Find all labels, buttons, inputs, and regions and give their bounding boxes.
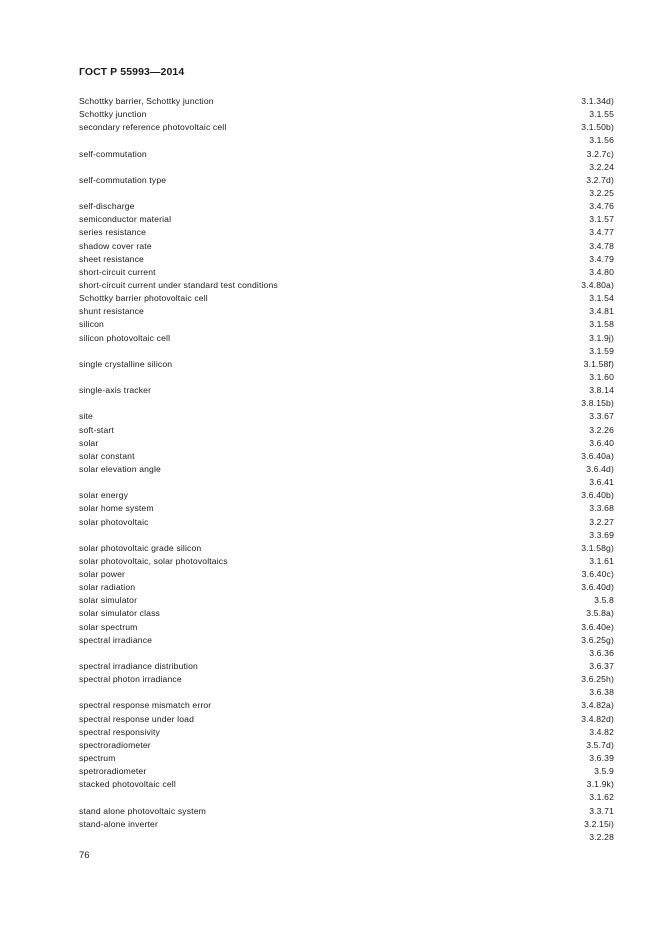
index-reference: 3.6.40e) — [581, 621, 614, 632]
index-reference: 3.6.40b) — [581, 490, 614, 501]
index-entry — [79, 187, 614, 200]
index-entry — [79, 450, 614, 463]
index-term: single-axis tracker — [79, 385, 152, 396]
index-entry — [79, 502, 614, 515]
index-reference: 3.3.69 — [589, 529, 614, 540]
index-reference: 3.2.7c) — [586, 148, 614, 159]
index-entry — [79, 699, 614, 712]
index-reference: 3.6.25g) — [581, 634, 614, 645]
index-reference: 3.5.8a) — [586, 608, 614, 619]
index-entry — [79, 752, 614, 765]
index-entry — [79, 95, 614, 108]
index-term: spectrum — [79, 753, 116, 764]
index-reference: 3.1.60 — [589, 371, 614, 382]
index-entry — [79, 292, 614, 305]
index-reference: 3.4.78 — [589, 240, 614, 251]
index-term: series resistance — [79, 227, 147, 238]
index-term: solar photovoltaic, solar photovoltaics — [79, 555, 228, 566]
index-reference: 3.2.25 — [589, 187, 614, 198]
index-term: Schottky junction — [79, 109, 147, 120]
index-term: spectral irradiance — [79, 634, 153, 645]
index-reference: 3.1.61 — [589, 555, 614, 566]
index-entry — [79, 108, 614, 121]
index-reference: 3.4.79 — [589, 253, 614, 264]
index-reference: 3.2.7d) — [586, 174, 614, 185]
index-entry — [79, 686, 614, 699]
index-reference: 3.1.57 — [589, 214, 614, 225]
index-reference: 3.1.9k) — [586, 779, 614, 790]
index-term: solar power — [79, 569, 126, 580]
index-reference: 3.8.15b) — [581, 398, 614, 409]
index-entry — [79, 358, 614, 371]
index-entry — [79, 240, 614, 253]
index-entry — [79, 397, 614, 410]
index-entry — [79, 332, 614, 345]
index-term: solar energy — [79, 490, 129, 501]
index-term: Schottky barrier, Schottky junction — [79, 96, 214, 106]
index-entry — [79, 805, 614, 818]
index-entry — [79, 581, 614, 594]
index-entry — [79, 371, 614, 384]
index-term: short-circuit current — [79, 266, 156, 277]
index-entry — [79, 791, 614, 804]
index-reference: 3.1.58f) — [583, 358, 614, 369]
index-entry — [79, 148, 614, 161]
index-entry — [79, 266, 614, 279]
index-reference: 3.4.80a) — [581, 279, 614, 290]
index-reference: 3.3.68 — [589, 503, 614, 514]
index-term: stand alone photovoltaic system — [79, 805, 206, 816]
index-reference: 3.6.37 — [589, 661, 614, 672]
index-entry — [79, 424, 614, 437]
index-reference: 3.6.4d) — [586, 463, 614, 474]
index-reference: 3.4.80 — [589, 266, 614, 277]
index-entry — [79, 489, 614, 502]
index-entry — [79, 318, 614, 331]
index-entry — [79, 174, 614, 187]
index-entry — [79, 476, 614, 489]
index-entry — [79, 607, 614, 620]
index-reference: 3.6.40d) — [581, 582, 614, 593]
index-reference: 3.2.27 — [589, 516, 614, 527]
index-term: spectral response under load — [79, 713, 195, 724]
index-reference: 3.6.40a) — [581, 450, 614, 461]
index-reference: 3.4.77 — [589, 227, 614, 238]
index-reference: 3.1.54 — [589, 293, 614, 304]
index-term: spectral photon irradiance — [79, 674, 182, 685]
index-entry — [79, 437, 614, 450]
index-term: shadow cover rate — [79, 240, 152, 251]
index-reference: 3.3.71 — [589, 805, 614, 816]
index-reference: 3.1.50b) — [581, 122, 614, 133]
index-reference: 3.6.38 — [589, 687, 614, 698]
index-entry — [79, 555, 614, 568]
index-reference: 3.5.8 — [594, 595, 614, 606]
index-reference: 3.4.76 — [589, 201, 614, 212]
index-term: self-discharge — [79, 201, 135, 212]
index-term: solar home system — [79, 503, 154, 514]
index-entry — [79, 673, 614, 686]
index-reference: 3.1.59 — [589, 345, 614, 356]
index-term: stand-alone inverter — [79, 818, 158, 829]
index-reference: 3.6.40 — [589, 437, 614, 448]
index-term: solar — [79, 437, 99, 448]
index-reference: 3.1.58g) — [581, 542, 614, 553]
index-reference: 3.2.26 — [589, 424, 614, 435]
index-entry — [79, 279, 614, 292]
index-entry — [79, 529, 614, 542]
index-term: spectral irradiance distribution — [79, 661, 198, 672]
index-reference: 3.2.28 — [589, 831, 614, 842]
index-term: short-circuit current under standard test conditions — [79, 279, 278, 290]
index-entry — [79, 161, 614, 174]
index-term: soft-start — [79, 424, 114, 435]
page-number: 76 — [79, 850, 90, 861]
index-entry — [79, 253, 614, 266]
index-entry — [79, 765, 614, 778]
index-entry — [79, 660, 614, 673]
index-reference: 3.2.24 — [589, 161, 614, 172]
index-entry — [79, 213, 614, 226]
index-reference: 3.1.62 — [589, 792, 614, 803]
standard-header: ГОСТ Р 55993—2014 — [79, 66, 185, 78]
index-entry — [79, 634, 614, 647]
index-entry — [79, 121, 614, 134]
index-reference: 3.2.15i) — [584, 818, 614, 829]
index-reference: 3.5.9 — [594, 766, 614, 777]
index-entry — [79, 384, 614, 397]
index-term: single crystalline silicon — [79, 358, 173, 369]
index-reference: 3.6.39 — [589, 753, 614, 764]
index-term: semiconductor material — [79, 214, 172, 225]
index-term: solar elevation angle — [79, 463, 161, 474]
index-term: spectroradiometer — [79, 739, 151, 750]
index-entry — [79, 594, 614, 607]
index-reference: 3.1.56 — [589, 135, 614, 146]
index-entry — [79, 542, 614, 555]
index-term: solar simulator class — [79, 608, 160, 619]
index-reference: 3.1.55 — [589, 109, 614, 120]
index-term: silicon — [79, 319, 104, 330]
index-entry — [79, 818, 614, 831]
index-entry — [79, 516, 614, 529]
index-reference: 3.1.34d) — [581, 96, 614, 106]
index-entry — [79, 713, 614, 726]
index-reference: 3.3.67 — [589, 411, 614, 422]
index-entry — [79, 410, 614, 423]
index-entry — [79, 345, 614, 358]
index-reference: 3.4.82d) — [581, 713, 614, 724]
index-term: solar constant — [79, 450, 135, 461]
index-entry — [79, 134, 614, 147]
index-entry — [79, 778, 614, 791]
index-reference: 3.4.82 — [589, 726, 614, 737]
index-entry — [79, 463, 614, 476]
index-term: self-commutation type — [79, 174, 167, 185]
index-entry — [79, 726, 614, 739]
term-index-list — [79, 95, 614, 844]
index-reference: 3.4.82a) — [581, 700, 614, 711]
index-term: secondary reference photovoltaic cell — [79, 122, 227, 133]
index-entry — [79, 226, 614, 239]
index-reference: 3.6.25h) — [581, 674, 614, 685]
index-entry — [79, 621, 614, 634]
index-entry — [79, 831, 614, 844]
index-term: self-commutation — [79, 148, 147, 159]
index-term: solar simulator — [79, 595, 138, 606]
index-reference: 3.1.58 — [589, 319, 614, 330]
index-entry — [79, 200, 614, 213]
index-entry — [79, 739, 614, 752]
index-reference: 3.4.81 — [589, 306, 614, 317]
index-term: stacked photovoltaic cell — [79, 779, 176, 790]
index-term: solar radiation — [79, 582, 136, 593]
index-reference: 3.6.36 — [589, 647, 614, 658]
index-reference: 3.5.7d) — [586, 739, 614, 750]
index-term: site — [79, 411, 93, 422]
index-term: solar photovoltaic grade silicon — [79, 542, 202, 553]
index-term: spetroradiometer — [79, 766, 147, 777]
index-term: Schottky barrier photovoltaic cell — [79, 293, 208, 304]
index-term: spectral response mismatch error — [79, 700, 212, 711]
index-reference: 3.6.41 — [589, 477, 614, 488]
index-term: solar photovoltaic — [79, 516, 149, 527]
index-entry — [79, 305, 614, 318]
index-reference: 3.8.14 — [589, 385, 614, 396]
index-term: silicon photovoltaic cell — [79, 332, 171, 343]
index-term: solar spectrum — [79, 621, 138, 632]
index-reference: 3.6.40c) — [581, 569, 614, 580]
index-reference: 3.1.9j) — [589, 332, 614, 343]
index-term: sheet resistance — [79, 253, 144, 264]
index-term: spectral responsivity — [79, 726, 161, 737]
index-entry — [79, 568, 614, 581]
index-term: shunt resistance — [79, 306, 144, 317]
index-entry — [79, 647, 614, 660]
